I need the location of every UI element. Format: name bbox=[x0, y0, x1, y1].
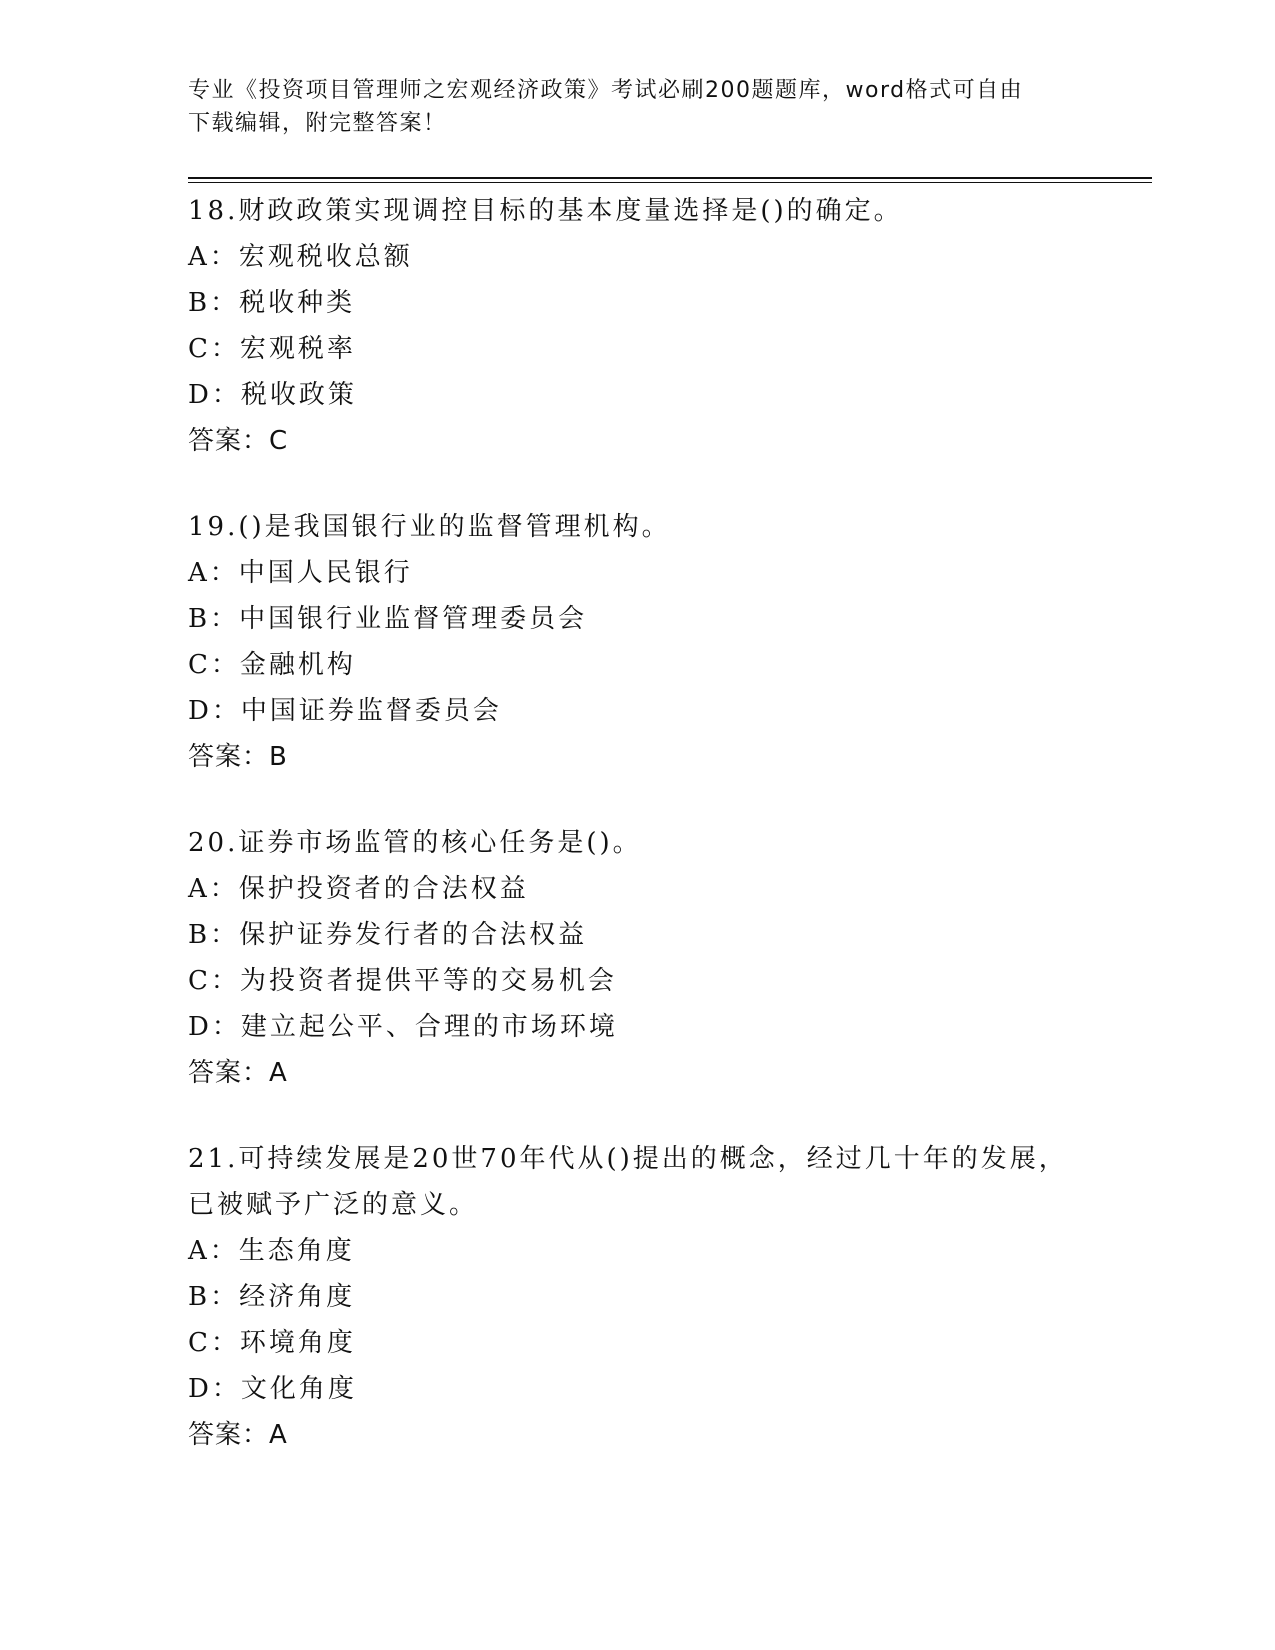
answer: 答案：A bbox=[188, 1420, 288, 1450]
option-c: C：为投资者提供平等的交易机会 bbox=[188, 966, 617, 996]
question-stem: 18.财政政策实现调控目标的基本度量选择是()的确定。 bbox=[188, 196, 903, 226]
option-b: B：经济角度 bbox=[188, 1282, 356, 1312]
question-stem: 21.可持续发展是20世70年代从()提出的概念，经过几十年的发展，已被赋予广泛的意义。 bbox=[188, 1144, 1068, 1220]
option-a: A：生态角度 bbox=[188, 1236, 355, 1266]
question-stem: 20.证券市场监管的核心任务是()。 bbox=[188, 828, 642, 858]
option-a: A：宏观税收总额 bbox=[188, 242, 413, 272]
option-d: D：文化角度 bbox=[188, 1374, 357, 1404]
answer: 答案：B bbox=[188, 742, 288, 772]
option-c: C：宏观税率 bbox=[188, 334, 356, 364]
option-a: A：中国人民银行 bbox=[188, 558, 413, 588]
answer: 答案：C bbox=[188, 426, 289, 456]
question-20 bbox=[188, 820, 1088, 1096]
header-line-2: 下载编辑，附完整答案！ bbox=[188, 111, 447, 136]
header-divider-thin bbox=[188, 182, 1152, 183]
option-b: B：中国银行业监督管理委员会 bbox=[188, 604, 588, 634]
option-c: C：环境角度 bbox=[188, 1328, 356, 1358]
option-c: C：金融机构 bbox=[188, 650, 356, 680]
option-b: B：保护证券发行者的合法权益 bbox=[188, 920, 588, 950]
header-line-1: 专业《投资项目管理师之宏观经济政策》考试必刷200题题库，word格式可自由 bbox=[188, 78, 1024, 103]
question-21 bbox=[188, 1136, 1088, 1458]
option-d: D：税收政策 bbox=[188, 380, 357, 410]
option-a: A：保护投资者的合法权益 bbox=[188, 874, 529, 904]
question-stem: 19.()是我国银行业的监督管理机构。 bbox=[188, 512, 671, 542]
question-list bbox=[188, 188, 1088, 1498]
question-18 bbox=[188, 188, 1088, 464]
option-d: D：建立起公平、合理的市场环境 bbox=[188, 1012, 618, 1042]
question-19 bbox=[188, 504, 1088, 780]
document-header bbox=[188, 74, 1068, 140]
answer: 答案：A bbox=[188, 1058, 288, 1088]
header-divider-thick bbox=[188, 177, 1152, 179]
option-d: D：中国证券监督委员会 bbox=[188, 696, 502, 726]
option-b: B：税收种类 bbox=[188, 288, 356, 318]
